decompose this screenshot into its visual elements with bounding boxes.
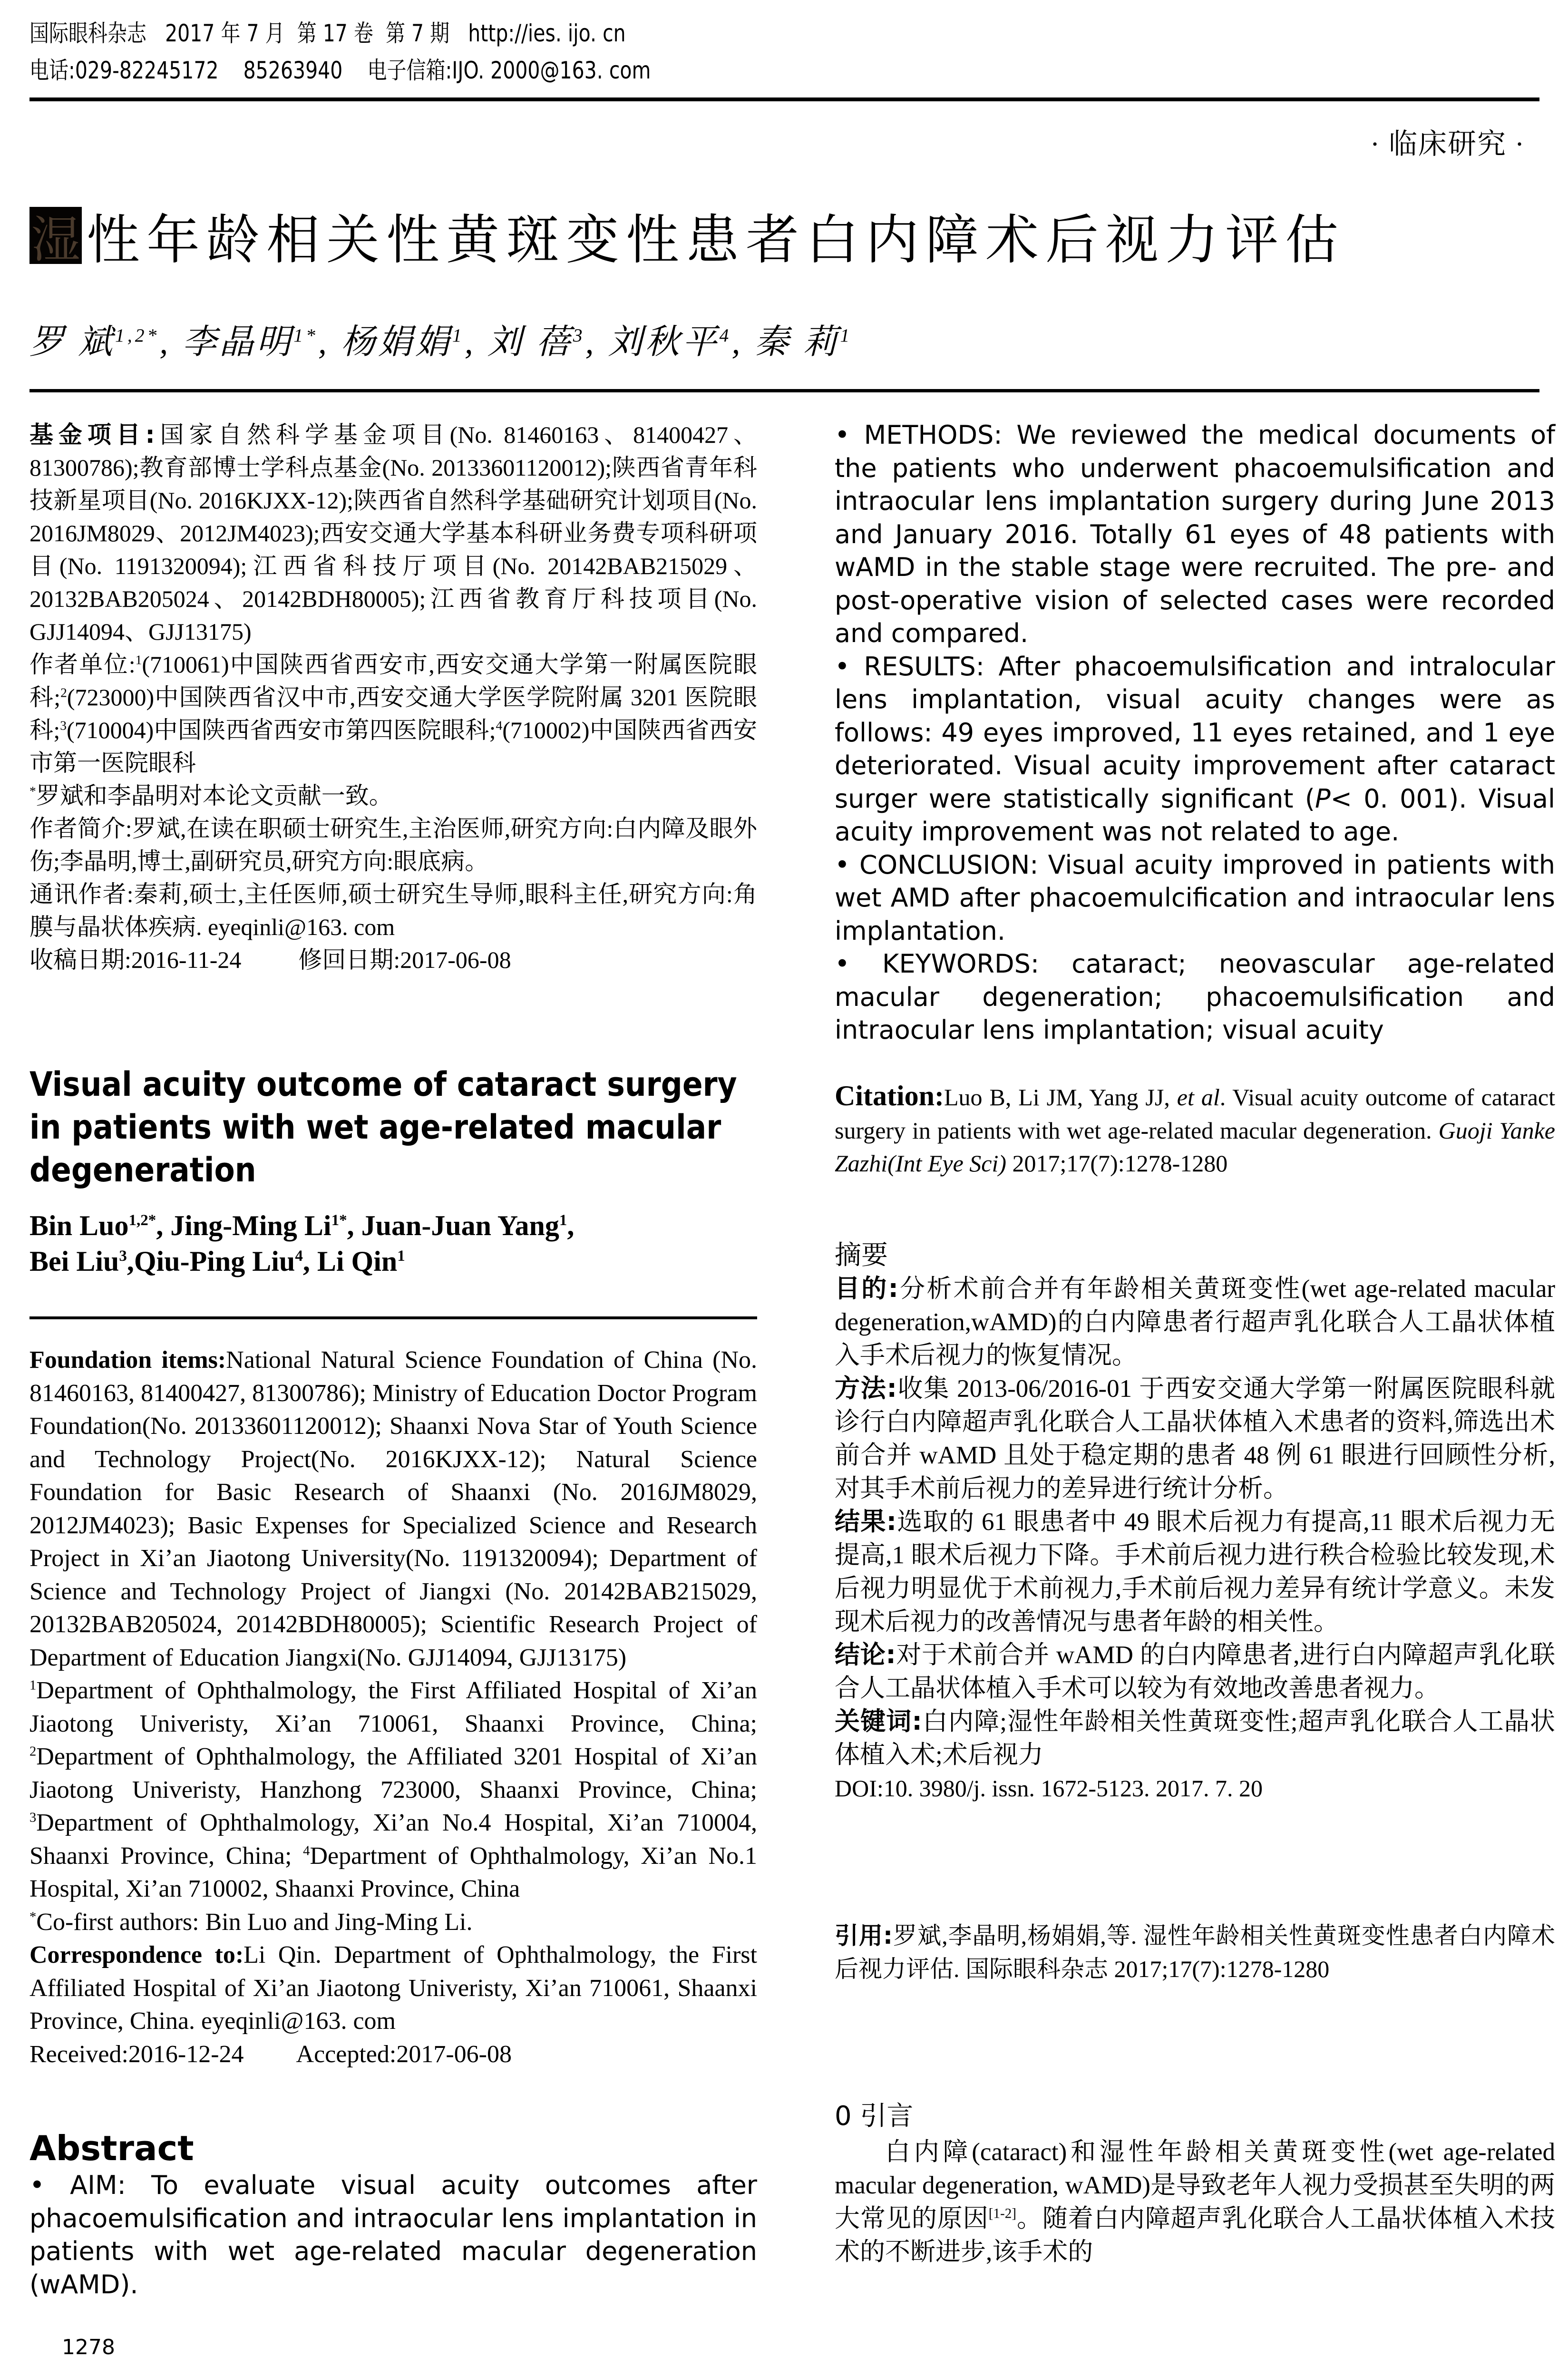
abstract-keywords (835, 947, 1555, 1047)
author-sep: , (347, 1210, 361, 1241)
fund-en-text: National Natural Science Foundation of China (No. 81460163, 81400427, 81300786); Ministry of Education Doctor Program Foundation(No. 20133601120012); Shaanxi Nova Star of Youth Science and Technology Project(No. 2016KJXX-12); Natural Science Foundation for Basic Research of Shaanxi (No. 2016JM8029, 2012JM4023); Basic Expenses for Specialized Science and Research Project in Xi’an Jiaotong University(No. 1191320094); Department of Science and Technology Project of Jiangxi (No. 20142BAB215029, 20132BAB205024, 20142BDH80005); Scientific Research Project of Department of Education Jiangxi(No. GJJ14094, GJJ13175) (29, 1346, 757, 1671)
affil-en-sup: 2 (29, 1744, 37, 1759)
results-text: After phacoemulsification and intralocular lens implantation, visual acuity changes were as follows: 49 eyes improved, 11 eyes retained, and 1 eye deteriorated. Visual acuity improvement after cataract surger were statistically significant ( (835, 651, 1555, 814)
cofirst-en (29, 1906, 757, 1939)
fund-zh (29, 419, 757, 648)
revised-zh-label: 修回日期: (298, 946, 400, 973)
citation-zh (835, 1919, 1555, 1986)
keywords-text: cataract; neovascular age-related macular degeneration; phacoemulsification and intraocular lens implantation; visual acuity (835, 949, 1555, 1045)
intro-text: 白内障(cataract)和湿性年龄相关黄斑变性(wet age-related macular degeneration, wAMD)是导致老年人视力受损甚至失明的两大常见的原因 (835, 2138, 1555, 2232)
aim-label: • AIM: (29, 2170, 126, 2200)
affil-en-sup: 3 (29, 1810, 37, 1825)
p-value-symbol: P (1315, 783, 1331, 814)
revised-zh-date: 2017-06-08 (400, 946, 511, 973)
affil-en-sup: 1 (29, 1678, 37, 1693)
author-en-affil: 1* (331, 1212, 347, 1229)
author-zh: 罗 斌 (29, 323, 116, 361)
authors-zh: 罗 斌$^{1,2*}$, 李晶明$^{1*}$, 杨娟娟$^1$, 刘 蓓$^3$, 刘秋平$^4$, 秦 莉$^1$ (29, 323, 853, 361)
citation-text: Luo B, Li JM, Yang JJ, (944, 1084, 1177, 1111)
received-en-date: 2016-12-24 (128, 2040, 244, 2068)
aim-zh-label: 目的: (835, 1274, 898, 1303)
introduction (835, 2097, 1555, 2269)
aim-zh-text: 分析术前合并有年龄相关黄斑变性(wet age-related macular degeneration,wAMD)的白内障患者行超声乳化联合人工晶状体植入手术后视力的恢复情况。 (835, 1275, 1555, 1369)
results-zh-label: 结果: (835, 1507, 896, 1536)
citation-zh-text: 罗斌,李晶明,杨娟娟,等. 湿性年龄相关性黄斑变性患者白内障术后视力评估. 国际眼科杂志 2017;17(7):1278-1280 (835, 1922, 1555, 1982)
affil-zh-text: (723000)中国陕西省汉中市,西安交通大学医学院附属 3201 医院眼科; (29, 684, 757, 743)
abstract-zh-aim (835, 1272, 1555, 1372)
cofirst-mark: * (29, 783, 36, 799)
dates-en (29, 2038, 757, 2071)
abstract-zh-results (835, 1505, 1555, 1638)
author-sep: , (156, 1210, 171, 1241)
abstract-methods (835, 419, 1555, 650)
keywords-label: • KEYWORDS: (835, 949, 1040, 979)
aim-text: To evaluate visual acuity outcomes after phacoemulsification and intraocular lens implantation in patients with wet age-related macular degeneration (wAMD). (29, 2170, 758, 2299)
author-en: Qiu-Ping Liu (134, 1246, 295, 1277)
page-number: 1278 (62, 2335, 115, 2359)
dates-zh (29, 944, 757, 976)
cofirst-zh (29, 779, 757, 812)
results-zh-text: 选取的 61 眼患者中 49 眼术后视力有提高,11 眼术后视力无提高,1 眼术后视力下降。手术前后视力进行秩合检验比较发现,术后视力明显优于术前视力,手术前后视力差异有统计学意义。未发现术后视力的改善情况与患者年龄的相关性。 (835, 1508, 1555, 1636)
author-en-affil: 1,2* (128, 1212, 156, 1229)
author-en: Jing-Ming Li (170, 1210, 331, 1241)
author-zh-affil: 1* (293, 325, 318, 346)
title-block-rule (29, 389, 1539, 392)
results-label: • RESULTS: (835, 651, 984, 682)
author-zh: 秦 莉 (754, 323, 840, 361)
abstract-results (835, 650, 1555, 848)
methods-zh-label: 方法: (835, 1374, 897, 1403)
accepted-en-label: Accepted: (296, 2040, 397, 2068)
title-zh-rest: 性年龄相关性黄斑变性患者白内障术后视力评估 (87, 209, 1345, 271)
author-zh-affil: 1 (452, 325, 465, 346)
abstract-zh-heading: 摘要 (835, 1240, 888, 1271)
results-text: < 0. 001). Visual acuity improvement was not related to age. (835, 783, 1556, 847)
author-en-affil: 1 (397, 1247, 405, 1265)
keywords-zh-label: 关键词: (835, 1707, 922, 1736)
affil-en-text: Department of Ophthalmology, Xi’an No.1 Hospital, Xi’an 710002, Shaanxi Province, China (29, 1842, 758, 1902)
author-zh-affil: 1 (840, 325, 853, 346)
intro-text: 。随着白内障超声乳化联合人工晶状体植入术技术的不断进步,该手术的 (835, 2205, 1555, 2266)
abstract-zh-methods (835, 1372, 1555, 1505)
affil-zh-sup: 1 (135, 652, 142, 667)
author-zh-affil: 3 (573, 325, 585, 346)
author-en-affil: 1 (559, 1212, 567, 1229)
corr-zh-label: 通讯作者: (29, 881, 134, 907)
keywords-zh-text: 白内障;湿性年龄相关性黄斑变性;超声乳化联合人工晶状体植入术;术后视力 (835, 1708, 1555, 1769)
conclusion-zh-label: 结论: (835, 1640, 896, 1669)
cofirst-en-text: Co-first authors: Bin Luo and Jing-Ming Li. (36, 1908, 473, 1936)
affil-zh-text: (710061)中国陕西省西安市,西安交通大学第一附属医院眼科; (29, 651, 757, 711)
corr-en (29, 1939, 757, 2038)
affil-zh-label: 作者单位: (29, 651, 136, 678)
intro-ref: [1-2] (988, 2206, 1016, 2221)
author-en: Juan-Juan Yang (361, 1210, 559, 1241)
conclusion-label: • CONCLUSION: (835, 849, 1039, 880)
header-rule (29, 97, 1539, 101)
affil-zh-text: (710004)中国陕西省西安市第四医院眼科; (67, 717, 496, 743)
affiliations-zh (29, 648, 757, 779)
bio-zh (29, 812, 757, 878)
citation-etal: et al (1177, 1084, 1220, 1111)
citation-text: 2017;17(7):1278-1280 (1006, 1150, 1228, 1177)
corr-en-text: Li Qin. Department of Ophthalmology, the First Affiliated Hospital of Xi’an Jiaotong Univeristy, Xi’an 710061, Shaanxi Province, China. eyeqinli@163. com (29, 1941, 757, 2035)
citation-label: Citation: (835, 1080, 944, 1111)
corr-zh-text: 秦莉,硕士,主任医师,硕士研究生导师,眼科主任,研究方向:角膜与晶状体疾病. eyeqinli@163. com (29, 881, 757, 940)
affil-zh-sup: 2 (60, 685, 67, 700)
methods-text: We reviewed the medical documents of the patients who underwent phacoemulsification and intraocular lens implantation surgery during June 2013 and January 2016. Totally 61 eyes of 48 patients with wAMD in the stable stage were recruited. The pre- and post-operative vision of selected cases were recorded and compared. (835, 420, 1556, 648)
author-en: Bin Luo (29, 1210, 129, 1241)
author-en-affil: 3 (119, 1247, 127, 1265)
conclusion-zh-text: 对于术前合并 wAMD 的白内障患者,进行白内障超声乳化联合人工晶状体植入手术可以较为有效地改善患者视力。 (835, 1641, 1555, 1702)
title-dropcap: 湿 (29, 207, 82, 264)
fund-zh-label: 基金项目: (29, 421, 155, 448)
journal-header-line-2: 电话:029-82245172 85263940 电子信箱:IJO. 2000@163. com (29, 57, 651, 84)
affil-zh-text: (710002)中国陕西省西安市第一医院眼科 (29, 717, 757, 776)
front-matter-zh (29, 419, 757, 976)
abstract-zh-conclusion (835, 1638, 1555, 1705)
intro-heading: 0 引言 (835, 2101, 914, 2132)
author-sep: , (127, 1246, 134, 1277)
fund-en (29, 1344, 757, 1674)
author-en-affil: 4 (295, 1247, 303, 1265)
author-zh: 刘秋平 (608, 323, 720, 361)
abstract-zh-keywords (835, 1705, 1555, 1772)
article-title-en: Visual acuity outcome of cataract surgery in patients with wet age-related macular degeneration (29, 1065, 737, 1189)
affil-en-text: Department of Ophthalmology, Xi’an No.4 Hospital, Xi’an 710004, Shaanxi Province, China; (29, 1809, 757, 1870)
affil-en-sup: 4 (303, 1843, 310, 1859)
intro-paragraph (835, 2135, 1555, 2269)
front-matter-en (29, 1344, 757, 2071)
affil-zh-sup: 3 (60, 718, 67, 733)
journal-header-line-1: 国际眼科杂志 2017 年 7 月 第 17 卷 第 7 期 http://ies. ijo. cn (29, 19, 626, 47)
cofirst-mark: * (29, 1909, 37, 1925)
author-en: Li Qin (317, 1246, 398, 1277)
fund-en-label: Foundation items: (29, 1346, 226, 1374)
en-header-rule (29, 1316, 757, 1319)
corr-en-label: Correspondence to: (29, 1941, 244, 1968)
bio-zh-text: 罗斌,在读在职硕士研究生,主治医师,研究方向:白内障及眼外伤;李晶明,博士,副研究员,研究方向:眼底病。 (29, 815, 757, 875)
abstract-conclusion (835, 848, 1555, 948)
doi: DOI:10. 3980/j. issn. 1672-5123. 2017. 7. 20 (835, 1775, 1263, 1802)
affiliations-en (29, 1674, 757, 1906)
methods-zh-text: 收集 2013-06/2016-01 于西安交通大学第一附属医院眼科就诊行白内障超声乳化联合人工晶状体植入术患者的资料,筛选出术前合并 wAMD 且处于稳定期的患者 48 例 61 眼进行回顾性分析,对其手术前后视力的差异进行统计分析。 (835, 1375, 1555, 1502)
bio-zh-label: 作者简介: (29, 815, 132, 842)
article-title-zh (29, 205, 1345, 271)
conclusion-text: Visual acuity improved in patients with wet AMD after phacoemulcification and intraocular lens implantation. (835, 849, 1556, 946)
affil-en-text: Department of Ophthalmology, the First Affiliated Hospital of Xi’an Jiaotong Univeristy, Xi’an 710061, Shaanxi Province, China; (29, 1677, 757, 1737)
abstract-heading: Abstract (29, 2128, 194, 2168)
author-zh: 刘 蓓 (487, 323, 573, 361)
abstract-en-continued (835, 419, 1555, 1047)
author-sep: , (302, 1246, 317, 1277)
received-zh-label: 收稿日期: (29, 946, 131, 973)
author-zh: 李晶明 (182, 323, 294, 361)
affil-en-text: Department of Ophthalmology, the Affiliated 3201 Hospital of Xi’an Jiaotong Univeristy, Hanzhong 723000, Shaanxi Province, China; (29, 1743, 757, 1803)
citation-text: . Visual acuity outcome of cataract surgery in patients with wet age-related macular degeneration. (835, 1084, 1555, 1144)
author-zh: 杨娟娟 (341, 323, 452, 361)
author-zh-affil: 4 (719, 325, 732, 346)
received-zh-date: 2016-11-24 (131, 946, 242, 973)
abstract-zh (835, 1239, 1555, 1805)
abstract-aim (29, 2169, 757, 2301)
fund-zh-text: 国家自然科学基金项目(No. 81460163、81400427、81300786);教育部博士学科点基金(No. 20133601120012);陕西省青年科技新星项目(No. 2016KJXX-12);陕西省自然科学基础研究计划项目(No. 2016JM8029、2012JM4023);西安交通大学基本科研业务费专项科研项目(No. 1191320094);江西省科技厅项目(No. 20142BAB215029、20132BAB205024、20142BDH80005);江西省教育厅科技项目(No. GJJ14094、GJJ13175) (29, 421, 757, 645)
received-en-label: Received: (29, 2040, 128, 2068)
methods-label: • METHODS: (835, 420, 1003, 450)
authors-en (29, 1208, 757, 1279)
author-en: Bei Liu (29, 1246, 119, 1277)
cofirst-zh-text: 罗斌和李晶明对本论文贡献一致。 (36, 782, 393, 809)
corr-zh (29, 878, 757, 944)
citation-journal: Guoji Yanke Zazhi(Int Eye Sci) (835, 1117, 1555, 1177)
author-sep: , (567, 1210, 575, 1241)
citation-en (835, 1080, 1555, 1180)
affil-zh-sup: 4 (496, 718, 503, 733)
author-zh-affil: 1,2* (115, 325, 160, 346)
section-label: · 临床研究 · (1370, 128, 1525, 160)
accepted-en-date: 2017-06-08 (396, 2040, 512, 2068)
citation-zh-label: 引用: (835, 1922, 893, 1949)
